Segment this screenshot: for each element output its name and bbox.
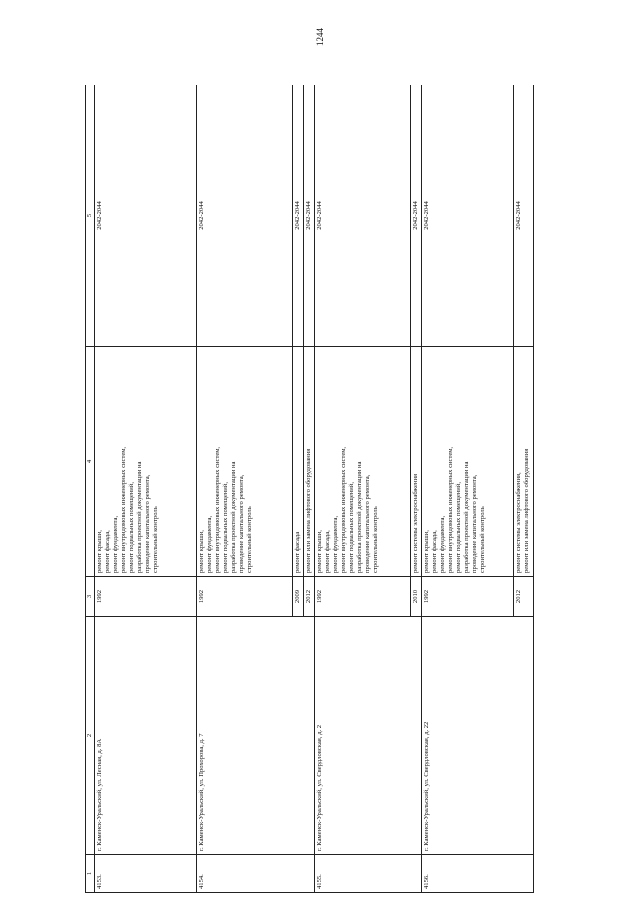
table-row (422, 85, 514, 893)
rotated-table-frame (85, 85, 555, 893)
row-number: 4153. (95, 855, 197, 893)
row-address: г. Каменск-Уральский, ул. Свердловская, д. 2 (315, 617, 422, 855)
subrow-year: 2012 (514, 577, 534, 617)
subrow-year: 2012 (304, 577, 315, 617)
subrow-works: ремонт системы электроснабжения, ремонт или замена лифтового оборудования (514, 347, 534, 577)
subrow-work: ремонт фасада (293, 347, 304, 577)
table-row (197, 85, 293, 893)
subrow-period: 2042-2044 (293, 85, 304, 347)
header-col-4: 4 (86, 347, 95, 577)
row-address: г. Каменск-Уральский, ул. Свердловская, д. 22 (422, 617, 534, 855)
row-period: 2042-2044 (422, 85, 514, 347)
row-year: 1992 (315, 577, 411, 617)
row-period: 2042-2044 (315, 85, 411, 347)
row-number: 4156. (422, 855, 534, 893)
row-address: г. Каменск-Уральский, ул. Прохорова, д. 7 (197, 617, 315, 855)
header-col-2: 2 (86, 617, 95, 855)
subrow-year: 2009 (293, 577, 304, 617)
row-address: г. Каменск-Уральский, ул. Лесная, д. 8А (95, 617, 197, 855)
row-period: 2042-2044 (197, 85, 293, 347)
row-works: ремонт крыши, ремонт фасада, ремонт фундамента, ремонт внутридомовых инженерных систем, ремонт подвальных помещений, разработка проектной документации на проведение капитального ремонта, строительный контроль (315, 347, 411, 577)
subrow-work: ремонт или замена лифтового оборудования (304, 347, 315, 577)
header-col-3: 3 (86, 577, 95, 617)
header-col-5: 5 (86, 85, 95, 347)
repair-schedule-table (85, 85, 534, 893)
row-works: ремонт крыши, ремонт фундамента, ремонт внутридомовых инженерных систем, ремонт подвальных помещений, разработка проектной документации на проведение капитального ремонта, строительный контроль (197, 347, 293, 577)
row-number: 4154. (197, 855, 315, 893)
table-row (95, 85, 197, 893)
header-row (86, 85, 95, 893)
row-year: 1992 (197, 577, 293, 617)
row-period: 2042-2044 (95, 85, 197, 347)
header-col-1: 1 (86, 855, 95, 893)
row-year: 1992 (422, 577, 514, 617)
row-works: ремонт крыши, ремонт фасада, ремонт фундамента, ремонт внутридомовых инженерных систем, ремонт подвальных помещений, разработка проектной документации на проведение капитального ремонта, строительный контроль (95, 347, 197, 577)
page-number: 1244 (315, 28, 325, 46)
subrow-period: 2042-2044 (411, 85, 422, 347)
row-works: ремонт крыши, ремонт фасада, ремонт фундамента, ремонт внутридомовых инженерных систем, ремонт подвальных помещений, разработка проектной документации на проведение капитального ремонта, строительный контроль (422, 347, 514, 577)
row-year: 1992 (95, 577, 197, 617)
subrow-year: 2010 (411, 577, 422, 617)
table-row (315, 85, 411, 893)
subrow-period: 2042-2044 (514, 85, 534, 347)
row-number: 4155. (315, 855, 422, 893)
subrow-work: ремонт системы электроснабжения (411, 347, 422, 577)
subrow-period: 2042-2044 (304, 85, 315, 347)
